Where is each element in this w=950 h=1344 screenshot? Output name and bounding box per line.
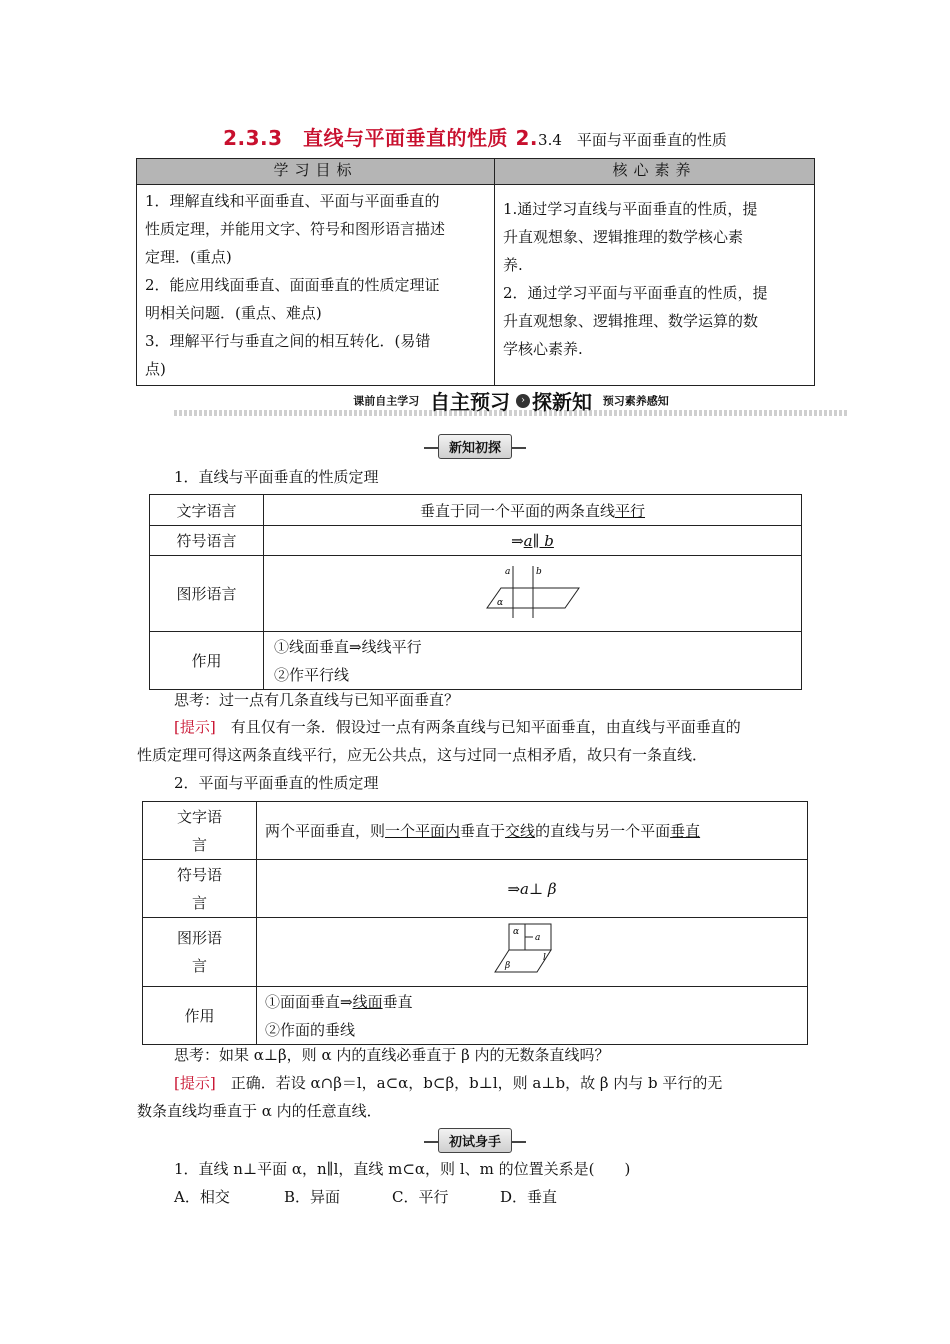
s1-figure-cell (264, 556, 802, 632)
exercise-options (174, 1182, 557, 1212)
s2-text-value: 两个平面垂直，则一个平面内垂直于交线的直线与另一个平面垂直 (257, 802, 808, 860)
label-b: b (535, 566, 542, 577)
title-main: 2.3.3 直线与平面垂直的性质 2. (223, 126, 539, 150)
label-l: l (543, 953, 546, 963)
banner-title-left: 自主预习 (430, 390, 510, 414)
s1-use-label: 作用 (150, 632, 264, 690)
s1-text-value: 垂直于同一个平面的两条直线平行 (264, 495, 802, 526)
s2-hint-line2: 数条直线均垂直于 α 内的任意直线． (137, 1102, 382, 1120)
s2-hint-line1: [提示] 正确．若设 α∩β＝l，a⊂α，b⊂β，b⊥l，则 a⊥b，故 β 内与 b 平行的无 (174, 1074, 723, 1092)
s1-symbol-answer: a∥ b (523, 531, 554, 550)
goals-header-right: 核心素养 (495, 159, 815, 185)
section1-heading: 1．直线与平面垂直的性质定理 (174, 468, 379, 486)
goals-right-line: 升直观想象、逻辑推理的数学核心素 (503, 228, 744, 246)
s1-symbol-value: ⇒a∥ b (264, 526, 802, 556)
goals-right-line: 养. (503, 256, 523, 274)
option-a[interactable]: A．相交 (174, 1188, 230, 1206)
s2-use-label: 作用 (143, 987, 257, 1045)
section2-heading: 2．平面与平面垂直的性质定理 (174, 774, 379, 792)
s1-text-answer: 平行 (615, 501, 646, 520)
s2-figure-cell (257, 918, 808, 987)
label-alpha: α (513, 927, 520, 937)
tag-try-wrap (0, 1128, 950, 1153)
s1-use-1: ①线面垂直⇒线线平行 (274, 637, 422, 656)
tag-new-wrap (0, 434, 950, 459)
goals-right-cell (495, 185, 815, 386)
tag-try-yourself: 初试身手 (438, 1128, 512, 1153)
s1-symbol-label: 符号语言 (150, 526, 264, 556)
goals-right-line: 2．通过学习平面与平面垂直的性质，提 (503, 284, 768, 302)
chevron-right-icon: › (516, 394, 530, 408)
s1-use-2: ②作平行线 (274, 665, 350, 684)
goals-right-line: 升直观想象、逻辑推理、数学运算的数 (503, 312, 759, 330)
goals-left-line: 明相关问题．(重点、难点) (145, 304, 322, 322)
page-title (0, 122, 950, 151)
tag-new-knowledge: 新知初探 (438, 434, 512, 459)
goals-right-line: 学核心素养. (503, 340, 583, 358)
s1-figure-label: 图形语言 (150, 556, 264, 632)
label-a: a (535, 933, 541, 943)
section-banner (174, 386, 848, 418)
s2-hint-tag: [提示] (174, 1074, 216, 1092)
option-d[interactable]: D．垂直 (500, 1188, 558, 1206)
goals-left-line: 2．能应用线面垂直、面面垂直的性质定理证 (145, 276, 440, 294)
goals-left-line: 定理．(重点) (145, 248, 232, 266)
s1-hint-tag: [提示] (174, 718, 216, 736)
option-c[interactable]: C．平行 (392, 1188, 449, 1206)
s2-text-label: 文字语 言 (143, 802, 257, 860)
s2-use-2: ②作面的垂线 (265, 1020, 356, 1039)
goals-left-line: 点) (145, 360, 166, 378)
banner-title-right: 探新知 (532, 390, 592, 414)
option-b[interactable]: B．异面 (284, 1188, 341, 1206)
title-sub: 3.4 平面与平面垂直的性质 (538, 131, 727, 149)
perpendicular-lines-figure (483, 560, 583, 624)
s1-text-label: 文字语言 (150, 495, 264, 526)
label-alpha: α (496, 597, 503, 608)
s2-use-cell (257, 987, 808, 1045)
goals-left-line: 3．理解平行与垂直之间的相互转化．(易错 (145, 332, 431, 350)
goals-header-left: 学习目标 (137, 159, 495, 185)
banner-right-text: 预习素养感知 (602, 394, 669, 408)
section1-table (149, 494, 802, 690)
goals-left-cell (137, 185, 495, 386)
s2-figure-label: 图形语 言 (143, 918, 257, 987)
goals-left-line: 1．理解直线和平面垂直、平面与平面垂直的 (145, 192, 440, 210)
s1-hint-line2: 性质定理可得这两条直线平行，应无公共点，这与过同一点相矛盾，故只有一条直线． (137, 746, 708, 764)
s2-think: 思考：如果 α⊥β，则 α 内的直线必垂直于 β 内的无数条直线吗？ (174, 1046, 610, 1064)
s1-hint-line1: [提示] 有且仅有一条．假设过一点有两条直线与已知平面垂直，由直线与平面垂直的 (174, 718, 741, 736)
exercise-question: 1．直线 n⊥平面 α，n∥l，直线 m⊂α，则 l、m 的位置关系是( ) (174, 1160, 631, 1178)
goals-left-line: 性质定理，并能用文字、符号和图形语言描述 (145, 220, 446, 238)
section2-table (142, 801, 808, 1045)
goals-table (136, 158, 815, 386)
s1-use-cell (264, 632, 802, 690)
goals-right-line: 1.通过学习直线与平面垂直的性质，提 (503, 200, 758, 218)
label-a: a (504, 566, 510, 577)
banner-left-text: 课前自主学习 (353, 394, 420, 408)
perpendicular-planes-figure (487, 920, 577, 980)
label-beta: β (505, 961, 511, 971)
s2-symbol-value: ⇒a⊥ β (257, 860, 808, 918)
s2-use-1: ①面面垂直⇒线面垂直 (265, 992, 413, 1011)
s1-think: 思考：过一点有几条直线与已知平面垂直？ (174, 691, 460, 709)
s2-symbol-label: 符号语 言 (143, 860, 257, 918)
